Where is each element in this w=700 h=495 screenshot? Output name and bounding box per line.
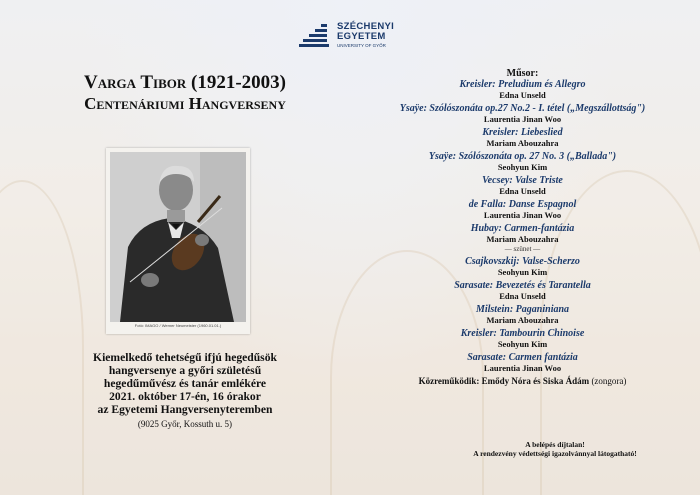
intermission-label: — szünet — xyxy=(504,245,541,253)
event-date: 2021. október 17-én, 16 órakor xyxy=(109,390,261,403)
program-item xyxy=(350,304,695,325)
program-item xyxy=(350,127,695,148)
violinist-portrait-image xyxy=(110,152,246,322)
photo-credit: Fotó: IMAGO / Werner Neumeister (1960.01.01.) xyxy=(134,323,222,328)
performer-name: Mariam Abouzahra xyxy=(486,315,559,325)
event-line: Kiemelkedő tehetségű ifjú hegedűsök xyxy=(93,351,277,364)
piece-title: Sarasate: Bevezetés és Tarantella xyxy=(454,280,591,291)
program-item xyxy=(350,79,695,100)
event-address: (9025 Győr, Kossuth u. 5) xyxy=(137,419,233,429)
university-logo xyxy=(299,22,409,58)
piece-title: Milstein: Paganiniana xyxy=(475,304,570,315)
performer-name: Mariam Abouzahra xyxy=(486,234,559,244)
program-heading: Műsor: xyxy=(506,68,539,79)
violinist-silhouette-icon xyxy=(110,152,246,322)
portrait-photo xyxy=(106,148,250,334)
admission-notes xyxy=(420,440,690,458)
logo-name-line2: EGYETEM xyxy=(337,31,386,42)
logo-name-line1: SZÉCHENYI xyxy=(337,21,395,32)
performer-name: Mariam Abouzahra xyxy=(486,138,559,148)
event-description xyxy=(50,351,320,430)
logo-subtitle: UNIVERSITY OF GYŐR xyxy=(337,43,386,48)
program-item xyxy=(350,223,695,244)
piece-title: Csajkovszkij: Valse-Scherzo xyxy=(465,256,580,267)
piece-title: Kreisler: Tambourin Chinoise xyxy=(460,328,585,339)
performer-name: Edna Unseld xyxy=(499,186,546,196)
program-item xyxy=(350,103,695,124)
free-entry-note: A belépés díjtalan! xyxy=(525,440,585,449)
performer-name: Edna Unseld xyxy=(499,291,546,301)
poster-title xyxy=(40,72,330,115)
title-line-1: Varga Tibor (1921-2003) xyxy=(83,72,287,93)
contributors-label: Közreműködik: Emődy Nóra és Siska Ádám xyxy=(418,376,590,386)
program-item xyxy=(350,280,695,301)
piece-title: Ysaÿe: Szólószonáta op.27 No.2 - I. tétel („Megszállottság") xyxy=(399,103,646,114)
event-line: hangversenye a győri születésű xyxy=(108,364,262,377)
performer-name: Laurentia Jinan Woo xyxy=(483,114,562,124)
piece-title: Vecsey: Valse Triste xyxy=(482,175,563,186)
performer-name: Edna Unseld xyxy=(499,90,546,100)
performer-name: Seohyun Kim xyxy=(497,267,548,277)
program-item xyxy=(350,175,695,196)
program-list xyxy=(350,68,695,387)
program-item xyxy=(350,151,695,172)
piece-title: de Falla: Danse Espagnol xyxy=(468,199,577,210)
logo-name xyxy=(337,22,394,42)
program-item xyxy=(350,256,695,277)
covid-pass-note: A rendezvény védettségi igazolvánnyal látogatható! xyxy=(473,449,637,458)
piece-title: Ysaÿe: Szólószonáta op. 27 No. 3 („Ballada") xyxy=(428,151,617,162)
university-logo-icon xyxy=(299,24,329,52)
piece-title: Kreisler: Liebeslied xyxy=(482,127,563,138)
piece-title: Hubay: Carmen-fantázia xyxy=(470,223,575,234)
performer-name: Seohyun Kim xyxy=(497,339,548,349)
piece-title: Sarasate: Carmen fantázia xyxy=(467,352,578,363)
contributors-instrument: (zongora) xyxy=(591,376,627,386)
piece-title: Kreisler: Preludium és Allegro xyxy=(459,79,586,90)
performer-name: Laurentia Jinan Woo xyxy=(483,363,562,373)
program-item xyxy=(350,328,695,349)
event-venue: az Egyetemi Hangversenyteremben xyxy=(97,403,273,416)
program-item xyxy=(350,199,695,220)
title-line-2: Centenáriumi Hangverseny xyxy=(84,94,286,113)
event-line: hegedűművész és tanár emlékére xyxy=(103,377,267,390)
performer-name: Seohyun Kim xyxy=(497,162,548,172)
program-item xyxy=(350,352,695,373)
performer-name: Laurentia Jinan Woo xyxy=(483,210,562,220)
contributors xyxy=(350,376,695,387)
